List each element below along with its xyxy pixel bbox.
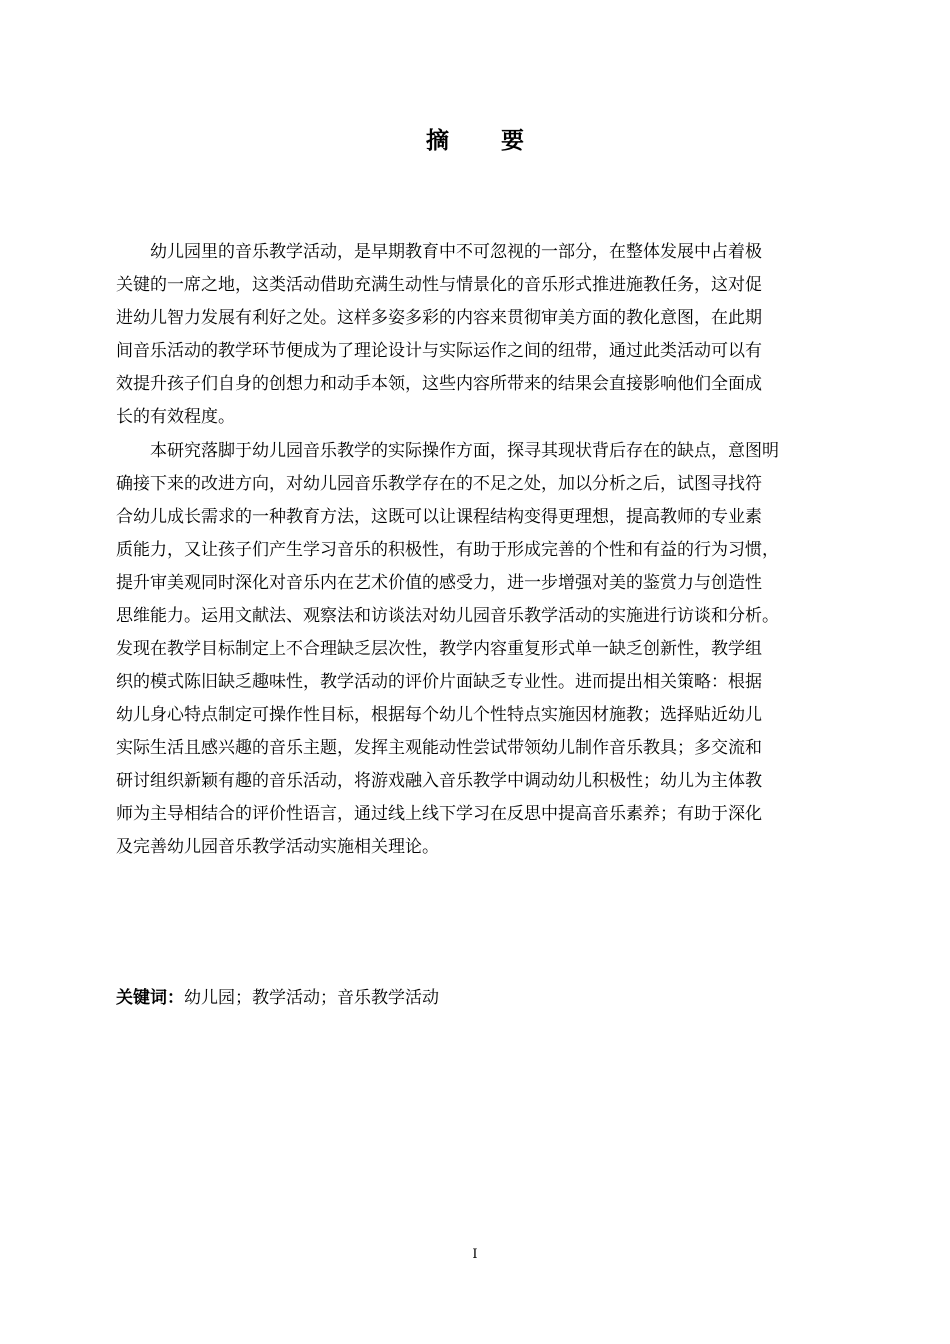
text-line: 研讨组织新颖有趣的音乐活动，将游戏融入音乐教学中调动幼儿积极性；幼儿为主体教: [116, 771, 762, 791]
text-line: 长的有效程度。: [116, 407, 235, 427]
text-line: 幼儿身心特点制定可操作性目标，根据每个幼儿个性特点实施因材施教；选择贴近幼儿: [116, 705, 762, 725]
text-line: 师为主导相结合的评价性语言，通过线上线下学习在反思中提高音乐素养；有助于深化: [116, 804, 762, 824]
text-line: 进幼儿智力发展有利好之处。这样多姿多彩的内容来贯彻审美方面的教化意图，在此期: [116, 308, 762, 328]
keywords: [116, 982, 439, 1015]
keywords-label: 关键词：: [116, 988, 184, 1008]
keywords-value: 幼儿园；教学活动；音乐教学活动: [184, 988, 439, 1008]
page-title: 摘 要: [425, 128, 546, 154]
text-line: 幼儿园里的音乐教学活动，是早期教育中不可忽视的一部分，在整体发展中占着极: [150, 242, 762, 262]
text-line: 及完善幼儿园音乐教学活动实施相关理论。: [116, 837, 439, 857]
text-line: 本研究落脚于幼儿园音乐教学的实际操作方面，探寻其现状背后存在的缺点，意图明: [150, 441, 779, 461]
text-line: 质能力，又让孩子们产生学习音乐的积极性，有助于形成完善的个性和有益的行为习惯，: [116, 540, 779, 560]
text-line: 关键的一席之地，这类活动借助充满生动性与情景化的音乐形式推进施教任务，这对促: [116, 275, 762, 295]
text-line: 间音乐活动的教学环节便成为了理论设计与实际运作之间的纽带，通过此类活动可以有: [116, 341, 762, 361]
text-line: 发现在教学目标制定上不合理缺乏层次性，教学内容重复形式单一缺乏创新性，教学组: [116, 639, 762, 659]
text-line: 提升审美观同时深化对音乐内在艺术价值的感受力，进一步增强对美的鉴赏力与创造性: [116, 573, 762, 593]
page-number: I: [472, 1247, 478, 1262]
abstract-paragraph-1: [116, 236, 874, 434]
text-line: 实际生活且感兴趣的音乐主题，发挥主观能动性尝试带领幼儿制作音乐教具；多交流和: [116, 738, 762, 758]
text-line: 思维能力。运用文献法、观察法和访谈法对幼儿园音乐教学活动的实施进行访谈和分析。: [116, 606, 779, 626]
abstract-paragraph-2: [116, 435, 874, 864]
text-line: 确接下来的改进方向，对幼儿园音乐教学存在的不足之处，加以分析之后，试图寻找符: [116, 474, 762, 494]
text-line: 织的模式陈旧缺乏趣味性，教学活动的评价片面缺乏专业性。进而提出相关策略：根据: [116, 672, 762, 692]
abstract-body: [116, 236, 874, 864]
text-line: 合幼儿成长需求的一种教育方法，这既可以让课程结构变得更理想，提高教师的专业素: [116, 507, 762, 527]
text-line: 效提升孩子们自身的创想力和动手本领，这些内容所带来的结果会直接影响他们全面成: [116, 374, 762, 394]
